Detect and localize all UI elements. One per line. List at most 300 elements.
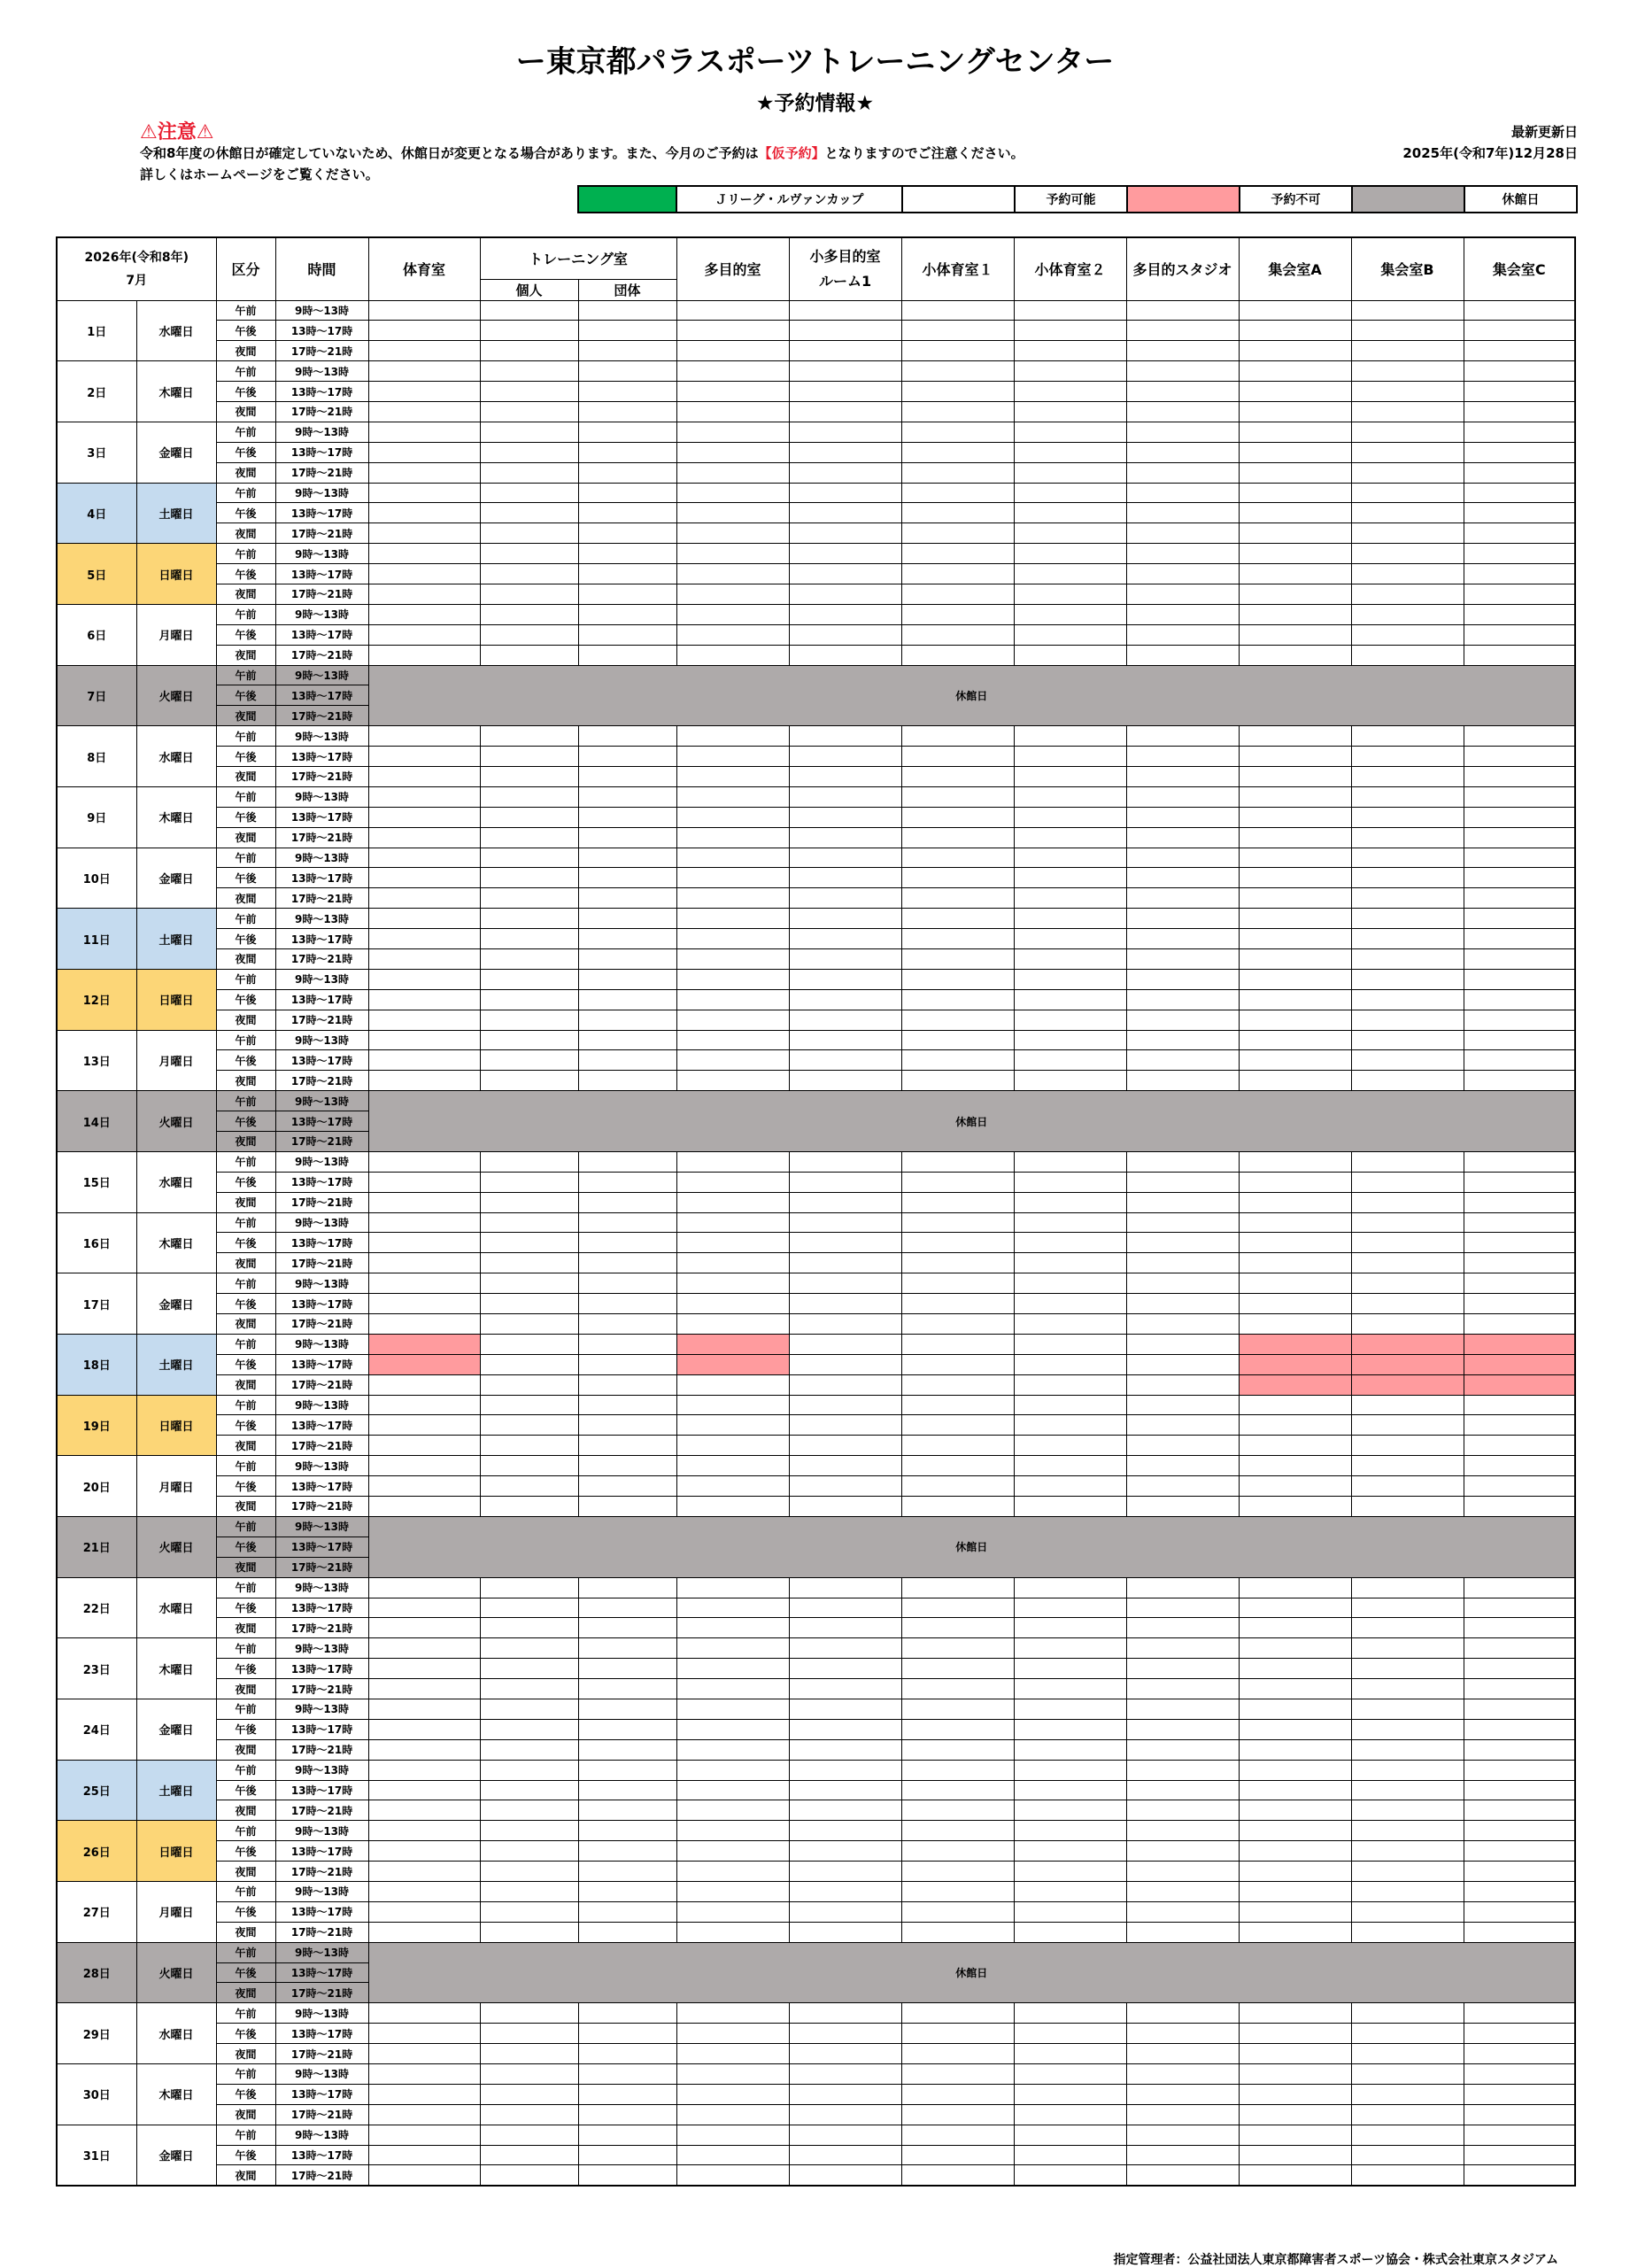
slot-available[interactable] (1239, 361, 1351, 382)
slot-available[interactable] (1126, 645, 1239, 665)
slot-available[interactable] (480, 564, 578, 584)
slot-available[interactable] (1126, 747, 1239, 767)
slot-available[interactable] (578, 909, 676, 929)
slot-available[interactable] (789, 624, 901, 645)
slot-available[interactable] (1351, 523, 1464, 544)
slot-available[interactable] (480, 2125, 578, 2145)
slot-available[interactable] (1126, 888, 1239, 909)
slot-available[interactable] (901, 2145, 1014, 2165)
slot-available[interactable] (368, 909, 480, 929)
slot-available[interactable] (480, 1010, 578, 1030)
slot-available[interactable] (578, 1192, 676, 1212)
slot-available[interactable] (368, 1841, 480, 1862)
slot-available[interactable] (578, 1922, 676, 1942)
slot-available[interactable] (1464, 2125, 1575, 2145)
slot-available[interactable] (578, 1800, 676, 1821)
slot-available[interactable] (1014, 462, 1126, 483)
slot-available[interactable] (901, 1739, 1014, 1760)
slot-available[interactable] (901, 1294, 1014, 1314)
slot-available[interactable] (480, 361, 578, 382)
slot-available[interactable] (368, 1638, 480, 1659)
slot-available[interactable] (1351, 2104, 1464, 2125)
slot-unavailable[interactable] (1239, 1334, 1351, 1354)
slot-available[interactable] (1014, 888, 1126, 909)
slot-available[interactable] (789, 1233, 901, 1253)
slot-available[interactable] (1126, 909, 1239, 929)
slot-available[interactable] (1239, 1618, 1351, 1638)
slot-available[interactable] (676, 827, 789, 848)
slot-available[interactable] (1351, 827, 1464, 848)
slot-available[interactable] (480, 1030, 578, 1050)
slot-available[interactable] (1464, 1577, 1575, 1598)
slot-available[interactable] (789, 726, 901, 747)
slot-available[interactable] (1464, 1415, 1575, 1436)
slot-available[interactable] (1239, 909, 1351, 929)
slot-available[interactable] (1126, 949, 1239, 970)
slot-available[interactable] (578, 483, 676, 503)
slot-available[interactable] (676, 462, 789, 483)
slot-available[interactable] (901, 1497, 1014, 1517)
slot-available[interactable] (578, 1739, 676, 1760)
slot-available[interactable] (676, 2044, 789, 2064)
slot-available[interactable] (789, 382, 901, 402)
slot-available[interactable] (480, 2165, 578, 2186)
slot-available[interactable] (1351, 564, 1464, 584)
slot-available[interactable] (1351, 321, 1464, 341)
slot-available[interactable] (1464, 401, 1575, 422)
slot-available[interactable] (1464, 949, 1575, 970)
slot-available[interactable] (368, 949, 480, 970)
slot-available[interactable] (1464, 1699, 1575, 1719)
slot-available[interactable] (1239, 300, 1351, 321)
slot-available[interactable] (1126, 300, 1239, 321)
slot-available[interactable] (1464, 422, 1575, 442)
slot-available[interactable] (1014, 827, 1126, 848)
slot-available[interactable] (368, 989, 480, 1010)
slot-available[interactable] (1351, 2063, 1464, 2084)
slot-available[interactable] (480, 726, 578, 747)
slot-available[interactable] (480, 1719, 578, 1739)
slot-available[interactable] (480, 1192, 578, 1212)
slot-available[interactable] (1351, 382, 1464, 402)
slot-available[interactable] (1464, 726, 1575, 747)
slot-available[interactable] (1239, 2084, 1351, 2104)
slot-available[interactable] (1126, 1294, 1239, 1314)
slot-available[interactable] (676, 1415, 789, 1436)
slot-available[interactable] (1351, 1577, 1464, 1598)
slot-available[interactable] (1464, 909, 1575, 929)
slot-available[interactable] (1239, 786, 1351, 807)
slot-available[interactable] (1239, 341, 1351, 361)
slot-available[interactable] (1351, 1760, 1464, 1780)
slot-available[interactable] (676, 1679, 789, 1699)
slot-available[interactable] (901, 1436, 1014, 1456)
slot-available[interactable] (1014, 909, 1126, 929)
slot-available[interactable] (578, 1577, 676, 1598)
slot-available[interactable] (1239, 2165, 1351, 2186)
slot-available[interactable] (368, 726, 480, 747)
slot-available[interactable] (578, 401, 676, 422)
slot-available[interactable] (1464, 523, 1575, 544)
slot-available[interactable] (1239, 827, 1351, 848)
slot-available[interactable] (368, 442, 480, 462)
slot-available[interactable] (480, 584, 578, 604)
slot-unavailable[interactable] (1351, 1374, 1464, 1395)
slot-available[interactable] (1126, 1659, 1239, 1679)
slot-available[interactable] (368, 584, 480, 604)
slot-available[interactable] (1464, 1841, 1575, 1862)
slot-available[interactable] (789, 827, 901, 848)
slot-available[interactable] (789, 523, 901, 544)
slot-available[interactable] (1351, 1030, 1464, 1050)
slot-available[interactable] (901, 1395, 1014, 1415)
slot-available[interactable] (1351, 300, 1464, 321)
slot-available[interactable] (1239, 1212, 1351, 1233)
slot-available[interactable] (1126, 1577, 1239, 1598)
slot-available[interactable] (1239, 888, 1351, 909)
slot-available[interactable] (901, 1821, 1014, 1841)
slot-available[interactable] (368, 2003, 480, 2024)
slot-available[interactable] (368, 1679, 480, 1699)
slot-available[interactable] (676, 503, 789, 523)
slot-available[interactable] (676, 786, 789, 807)
slot-available[interactable] (578, 544, 676, 564)
slot-available[interactable] (789, 604, 901, 624)
slot-available[interactable] (1014, 786, 1126, 807)
slot-available[interactable] (901, 1212, 1014, 1233)
slot-available[interactable] (578, 1862, 676, 1882)
slot-available[interactable] (1351, 868, 1464, 888)
slot-available[interactable] (1126, 766, 1239, 786)
slot-available[interactable] (368, 523, 480, 544)
slot-available[interactable] (1464, 1497, 1575, 1517)
slot-available[interactable] (1239, 1577, 1351, 1598)
slot-available[interactable] (1351, 1699, 1464, 1719)
slot-available[interactable] (578, 1415, 676, 1436)
slot-available[interactable] (1126, 1456, 1239, 1476)
slot-available[interactable] (368, 422, 480, 442)
slot-available[interactable] (1464, 442, 1575, 462)
slot-available[interactable] (676, 1638, 789, 1659)
slot-available[interactable] (578, 2125, 676, 2145)
slot-available[interactable] (676, 747, 789, 767)
slot-available[interactable] (480, 624, 578, 645)
slot-available[interactable] (1239, 1780, 1351, 1800)
slot-available[interactable] (789, 1436, 901, 1456)
slot-available[interactable] (480, 2063, 578, 2084)
slot-available[interactable] (1351, 1395, 1464, 1415)
slot-available[interactable] (1239, 2145, 1351, 2165)
slot-available[interactable] (1239, 1800, 1351, 1821)
slot-available[interactable] (480, 807, 578, 827)
slot-available[interactable] (480, 909, 578, 929)
slot-available[interactable] (789, 462, 901, 483)
slot-available[interactable] (1351, 1010, 1464, 1030)
slot-available[interactable] (480, 341, 578, 361)
slot-available[interactable] (1239, 564, 1351, 584)
slot-available[interactable] (676, 1862, 789, 1882)
slot-available[interactable] (1351, 848, 1464, 868)
slot-available[interactable] (1351, 1618, 1464, 1638)
slot-available[interactable] (368, 1922, 480, 1942)
slot-available[interactable] (480, 786, 578, 807)
slot-available[interactable] (368, 1862, 480, 1882)
slot-available[interactable] (676, 341, 789, 361)
slot-available[interactable] (1014, 1780, 1126, 1800)
slot-available[interactable] (1014, 523, 1126, 544)
slot-available[interactable] (368, 1010, 480, 1030)
slot-available[interactable] (1126, 1821, 1239, 1841)
slot-available[interactable] (901, 1273, 1014, 1294)
slot-available[interactable] (480, 382, 578, 402)
slot-available[interactable] (1126, 2024, 1239, 2044)
slot-available[interactable] (1464, 341, 1575, 361)
slot-available[interactable] (1126, 989, 1239, 1010)
slot-available[interactable] (1126, 1841, 1239, 1862)
slot-available[interactable] (901, 1760, 1014, 1780)
slot-available[interactable] (676, 1233, 789, 1253)
slot-available[interactable] (1239, 1273, 1351, 1294)
slot-available[interactable] (1351, 888, 1464, 909)
slot-available[interactable] (368, 1577, 480, 1598)
slot-available[interactable] (1464, 584, 1575, 604)
slot-available[interactable] (1126, 2145, 1239, 2165)
slot-available[interactable] (676, 1192, 789, 1212)
slot-available[interactable] (1126, 969, 1239, 989)
slot-available[interactable] (1126, 2165, 1239, 2186)
slot-available[interactable] (480, 1780, 578, 1800)
slot-available[interactable] (1239, 766, 1351, 786)
slot-available[interactable] (901, 1841, 1014, 1862)
slot-available[interactable] (480, 1395, 578, 1415)
slot-available[interactable] (578, 969, 676, 989)
slot-available[interactable] (1464, 1050, 1575, 1071)
slot-available[interactable] (789, 564, 901, 584)
slot-available[interactable] (480, 1699, 578, 1719)
slot-available[interactable] (1126, 1374, 1239, 1395)
slot-available[interactable] (480, 1577, 578, 1598)
slot-available[interactable] (1126, 2063, 1239, 2084)
slot-available[interactable] (901, 564, 1014, 584)
slot-available[interactable] (1126, 1050, 1239, 1071)
slot-available[interactable] (480, 949, 578, 970)
slot-available[interactable] (1014, 2084, 1126, 2104)
slot-available[interactable] (1351, 2165, 1464, 2186)
slot-available[interactable] (1239, 1071, 1351, 1091)
slot-available[interactable] (480, 1334, 578, 1354)
slot-available[interactable] (901, 2084, 1014, 2104)
slot-available[interactable] (1126, 1071, 1239, 1091)
slot-unavailable[interactable] (1239, 1374, 1351, 1395)
slot-available[interactable] (368, 929, 480, 949)
slot-available[interactable] (1014, 2145, 1126, 2165)
slot-available[interactable] (1014, 1659, 1126, 1679)
slot-available[interactable] (1014, 1192, 1126, 1212)
slot-available[interactable] (1014, 2044, 1126, 2064)
slot-available[interactable] (1464, 1800, 1575, 1821)
slot-available[interactable] (901, 442, 1014, 462)
slot-available[interactable] (676, 401, 789, 422)
slot-available[interactable] (1014, 1800, 1126, 1821)
slot-available[interactable] (1351, 1841, 1464, 1862)
slot-available[interactable] (578, 2165, 676, 2186)
slot-available[interactable] (578, 1314, 676, 1335)
slot-available[interactable] (676, 969, 789, 989)
slot-available[interactable] (1126, 1415, 1239, 1436)
slot-available[interactable] (1014, 848, 1126, 868)
slot-available[interactable] (901, 827, 1014, 848)
slot-available[interactable] (368, 2165, 480, 2186)
slot-unavailable[interactable] (368, 1354, 480, 1374)
slot-available[interactable] (1351, 1780, 1464, 1800)
slot-available[interactable] (578, 564, 676, 584)
slot-available[interactable] (676, 2084, 789, 2104)
slot-available[interactable] (901, 1679, 1014, 1699)
slot-available[interactable] (789, 868, 901, 888)
slot-available[interactable] (1014, 1456, 1126, 1476)
slot-available[interactable] (368, 1476, 480, 1497)
slot-available[interactable] (789, 2165, 901, 2186)
slot-available[interactable] (1351, 624, 1464, 645)
slot-available[interactable] (368, 1800, 480, 1821)
slot-available[interactable] (901, 1881, 1014, 1901)
slot-available[interactable] (1351, 1881, 1464, 1901)
slot-available[interactable] (676, 1719, 789, 1739)
slot-available[interactable] (1014, 1294, 1126, 1314)
slot-available[interactable] (578, 848, 676, 868)
slot-available[interactable] (480, 1821, 578, 1841)
slot-available[interactable] (578, 2044, 676, 2064)
slot-available[interactable] (1014, 584, 1126, 604)
slot-available[interactable] (1126, 1719, 1239, 1739)
slot-available[interactable] (1126, 544, 1239, 564)
slot-available[interactable] (480, 848, 578, 868)
slot-available[interactable] (789, 909, 901, 929)
slot-available[interactable] (1351, 1436, 1464, 1456)
slot-available[interactable] (1239, 584, 1351, 604)
slot-available[interactable] (480, 1354, 578, 1374)
slot-available[interactable] (676, 1659, 789, 1679)
slot-available[interactable] (480, 1253, 578, 1273)
slot-available[interactable] (789, 969, 901, 989)
slot-available[interactable] (480, 321, 578, 341)
slot-available[interactable] (676, 523, 789, 544)
slot-available[interactable] (1239, 1821, 1351, 1841)
slot-available[interactable] (368, 604, 480, 624)
slot-available[interactable] (1126, 2003, 1239, 2024)
slot-available[interactable] (1239, 989, 1351, 1010)
slot-available[interactable] (578, 382, 676, 402)
slot-available[interactable] (578, 2024, 676, 2044)
slot-available[interactable] (480, 1294, 578, 1314)
slot-available[interactable] (1126, 2125, 1239, 2145)
slot-available[interactable] (1014, 341, 1126, 361)
slot-available[interactable] (1464, 300, 1575, 321)
slot-available[interactable] (789, 949, 901, 970)
slot-available[interactable] (1351, 422, 1464, 442)
slot-available[interactable] (1126, 1334, 1239, 1354)
slot-available[interactable] (578, 888, 676, 909)
slot-available[interactable] (1464, 1273, 1575, 1294)
slot-available[interactable] (1126, 1618, 1239, 1638)
slot-available[interactable] (1239, 1760, 1351, 1780)
slot-available[interactable] (1126, 1780, 1239, 1800)
slot-available[interactable] (578, 1172, 676, 1192)
slot-available[interactable] (480, 523, 578, 544)
slot-available[interactable] (480, 1618, 578, 1638)
slot-available[interactable] (368, 645, 480, 665)
slot-available[interactable] (578, 1374, 676, 1395)
slot-available[interactable] (1351, 766, 1464, 786)
slot-available[interactable] (1014, 726, 1126, 747)
slot-available[interactable] (578, 1901, 676, 1922)
slot-available[interactable] (789, 2145, 901, 2165)
slot-available[interactable] (1014, 949, 1126, 970)
slot-available[interactable] (1464, 1192, 1575, 1212)
slot-available[interactable] (1351, 2084, 1464, 2104)
slot-available[interactable] (578, 300, 676, 321)
slot-available[interactable] (1464, 888, 1575, 909)
slot-available[interactable] (789, 1415, 901, 1436)
slot-available[interactable] (1239, 401, 1351, 422)
slot-available[interactable] (578, 1497, 676, 1517)
slot-available[interactable] (480, 929, 578, 949)
slot-available[interactable] (1014, 604, 1126, 624)
slot-available[interactable] (1464, 989, 1575, 1010)
slot-available[interactable] (1351, 929, 1464, 949)
slot-available[interactable] (1014, 1598, 1126, 1618)
slot-available[interactable] (1014, 442, 1126, 462)
slot-unavailable[interactable] (676, 1334, 789, 1354)
slot-available[interactable] (1014, 1862, 1126, 1882)
slot-available[interactable] (1014, 382, 1126, 402)
slot-available[interactable] (676, 1780, 789, 1800)
slot-available[interactable] (1014, 1497, 1126, 1517)
slot-available[interactable] (1014, 1071, 1126, 1091)
slot-available[interactable] (901, 1374, 1014, 1395)
slot-unavailable[interactable] (1351, 1334, 1464, 1354)
slot-available[interactable] (901, 1476, 1014, 1497)
slot-available[interactable] (1014, 747, 1126, 767)
slot-available[interactable] (1464, 1922, 1575, 1942)
slot-available[interactable] (789, 2003, 901, 2024)
slot-available[interactable] (578, 786, 676, 807)
slot-available[interactable] (1464, 564, 1575, 584)
slot-available[interactable] (1351, 1456, 1464, 1476)
slot-available[interactable] (368, 321, 480, 341)
slot-available[interactable] (480, 1841, 578, 1862)
slot-available[interactable] (1351, 1719, 1464, 1739)
slot-available[interactable] (1464, 827, 1575, 848)
slot-available[interactable] (1126, 827, 1239, 848)
slot-available[interactable] (1464, 1436, 1575, 1456)
slot-available[interactable] (1351, 1497, 1464, 1517)
slot-available[interactable] (1126, 1922, 1239, 1942)
slot-available[interactable] (1239, 1739, 1351, 1760)
slot-available[interactable] (676, 909, 789, 929)
slot-available[interactable] (1126, 1212, 1239, 1233)
slot-available[interactable] (578, 1334, 676, 1354)
slot-available[interactable] (1126, 361, 1239, 382)
slot-available[interactable] (1351, 1071, 1464, 1091)
slot-available[interactable] (368, 2145, 480, 2165)
slot-available[interactable] (1351, 2003, 1464, 2024)
slot-available[interactable] (789, 929, 901, 949)
slot-available[interactable] (901, 1071, 1014, 1091)
slot-available[interactable] (1239, 2063, 1351, 2084)
slot-available[interactable] (578, 2145, 676, 2165)
slot-available[interactable] (1351, 969, 1464, 989)
